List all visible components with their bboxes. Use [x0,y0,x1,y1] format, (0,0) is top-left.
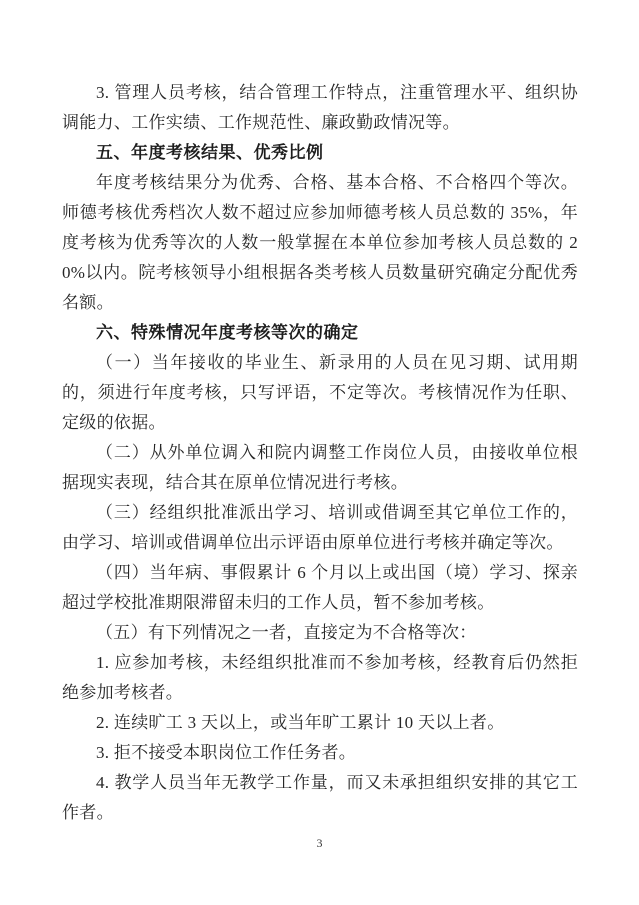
section-heading: 六、特殊情况年度考核等次的确定 [96,323,359,342]
document-body [62,78,578,828]
body-paragraph: （二）从外单位调入和院内调整工作岗位人员，由接收单位根据现实表现，结合其在原单位情况进行考核。 [62,443,578,492]
body-paragraph: 1. 应参加考核，未经组织批准而不参加考核，经教育后仍然拒绝参加考核者。 [62,653,578,702]
page-number: 3 [316,836,323,850]
body-paragraph: （四）当年病、事假累计 6 个月以上或出国（境）学习、探亲超过学校批准期限滞留未归的工作人员，暂不参加考核。 [62,563,578,612]
body-paragraph: 4. 教学人员当年无教学工作量，而又未承担组织安排的其它工作者。 [62,773,578,822]
body-paragraph: 2. 连续旷工 3 天以上，或当年旷工累计 10 天以上者。 [96,713,505,732]
section-heading: 五、年度考核结果、优秀比例 [96,143,324,162]
body-paragraph: （三）经组织批准派出学习、培训或借调至其它单位工作的，由学习、培训或借调单位出示评语由原单位进行考核并确定等次。 [62,503,578,552]
body-paragraph: （一）当年接收的毕业生、新录用的人员在见习期、试用期的，须进行年度考核，只写评语，不定等次。考核情况作为任职、定级的依据。 [62,353,578,432]
body-paragraph: 3. 管理人员考核，结合管理工作特点，注重管理水平、组织协调能力、工作实绩、工作规范性、廉政勤政情况等。 [62,83,578,132]
body-paragraph: （五）有下列情况之一者，直接定为不合格等次： [96,623,477,642]
body-paragraph: 3. 拒不接受本职岗位工作任务者。 [96,743,357,762]
body-paragraph: 年度考核结果分为优秀、合格、基本合格、不合格四个等次。师德考核优秀档次人数不超过应参加师德考核人员总数的 35%，年度考核为优秀等次的人数一般掌握在本单位参加考核人员总数的 20%以内。院考核领导小组根据各类考核人员数量研究确定分配优秀名额。 [62,173,578,312]
